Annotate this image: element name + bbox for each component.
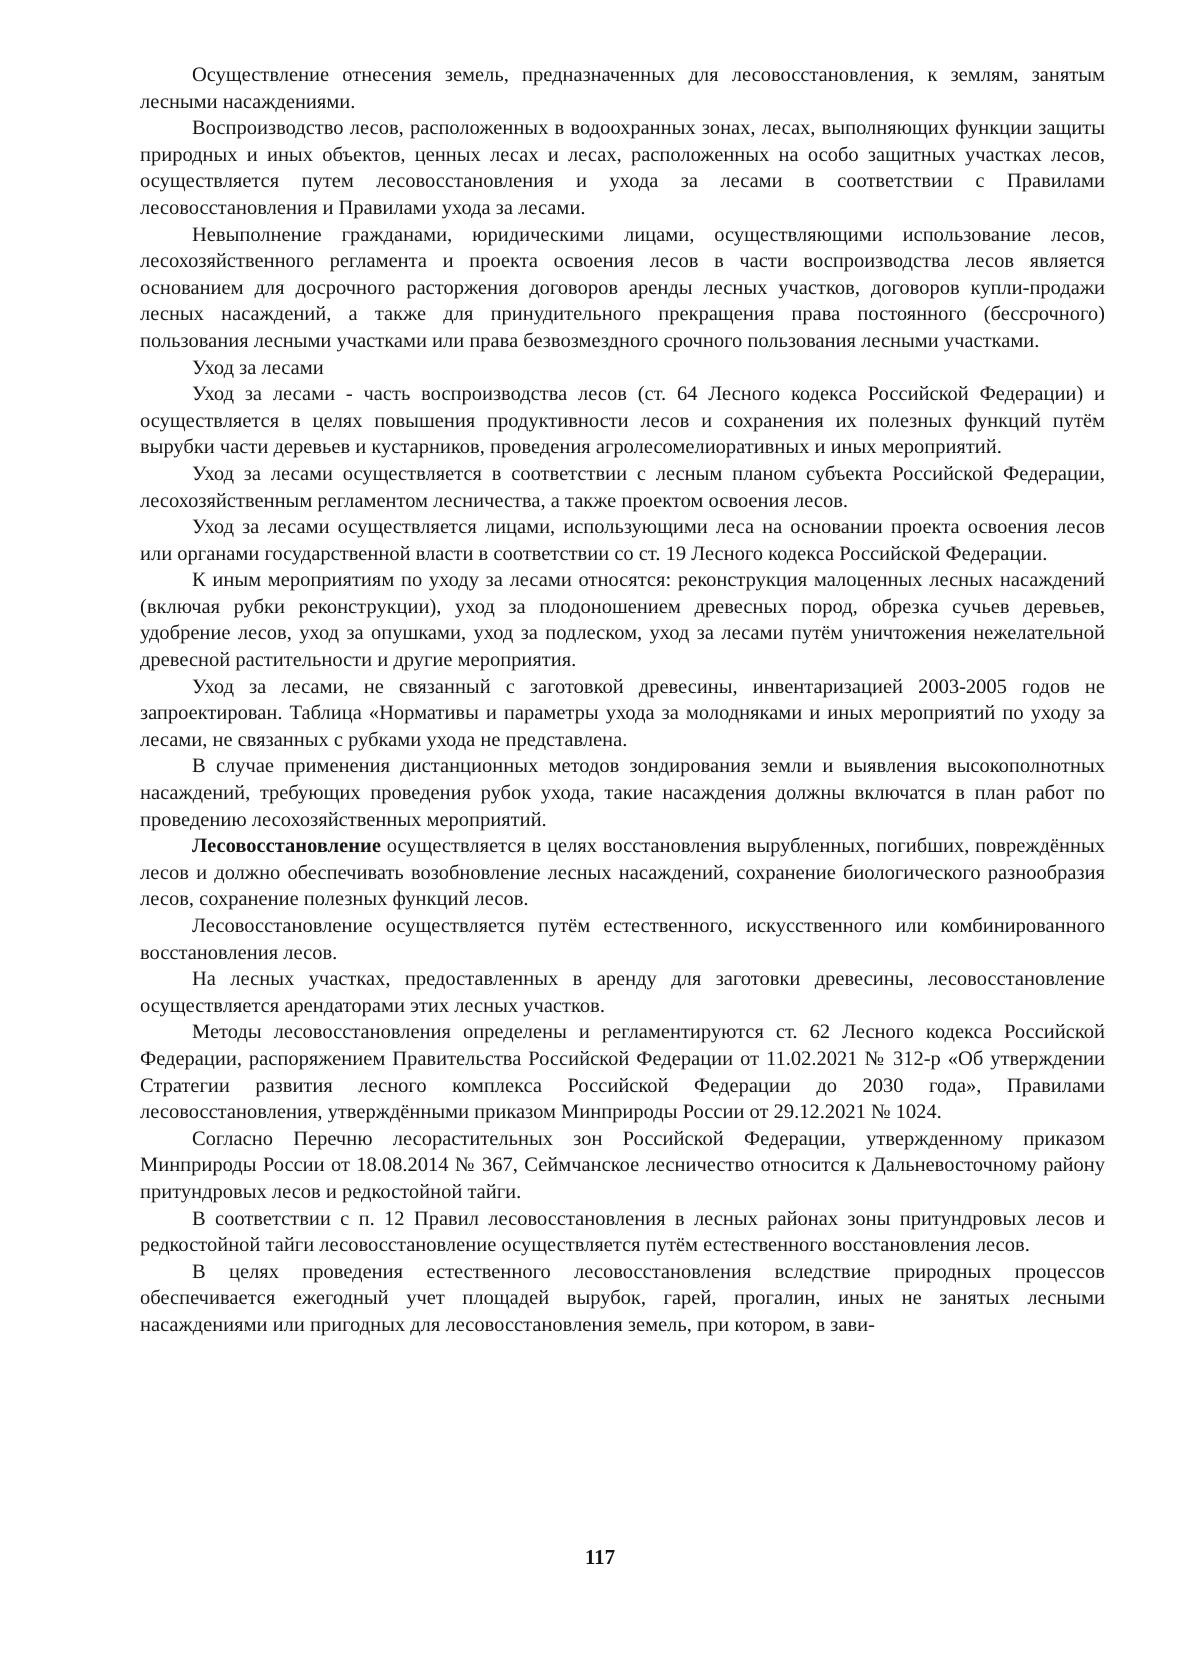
paragraph: В соответствии с п. 12 Правил лесовосстановления в лесных районах зоны притундровых лесов и редкостойной тайги лесовосстановление осуществляется путём естественного восстановления лесов. <box>140 1207 1105 1257</box>
paragraph: На лесных участках, предоставленных в аренду для заготовки древесины, лесовосстановление осуществляется арендаторами этих лесных участков. <box>140 968 1105 1017</box>
paragraph: Уход за лесами осуществляется в соответствии с лесным планом субъекта Российской Федерации, лесохозяйственным регламентом лесничества, а также проектом освоения лесов. <box>140 462 1105 512</box>
paragraph: Воспроизводство лесов, расположенных в водоохранных зонах, лесах, выполняющих функции защиты природных и иных объектов, ценных лесах и лесах, расположенных на особо защитных участках лесов, осуществляется путем лесовосстановления и ухода за лесами в соответствии с Правилами лесовосстановления и Правилами ухода за лесами. <box>140 117 1105 219</box>
paragraph: Невыполнение гражданами, юридическими лицами, осуществляющими использование лесов, лесохозяйственного регламента и проекта освоения лесов в части воспроизводства лесов является основанием для досрочного расторжения договоров аренды лесных участков, договоров купли-продажи лесных насаждений, а также для принудительного прекращения права постоянного (бессрочного) пользования лесными участками или права безвозмездного срочного пользования лесными участками. <box>140 223 1105 352</box>
paragraph: Осуществление отнесения земель, предназначенных для лесовосстановления, к землям, занятым лесными насаждениями. <box>140 64 1105 113</box>
document-page <box>140 62 1105 1339</box>
paragraph: Уход за лесами, не связанный с заготовкой древесины, инвентаризацией 2003-2005 годов не запроектирован. Таблица «Нормативы и параметры ухода за молодняками и иных мероприятий по уходу за лесами, не связанных с рубками ухода не представлена. <box>140 675 1105 751</box>
paragraph: К иным мероприятиям по уходу за лесами относятся: реконструкция малоценных лесных насаждений (включая рубки реконструкции), уход за плодоношением древесных пород, обрезка сучьев деревьев, удобрение лесов, уход за опушками, уход за подлеском, уход за лесами путём уничтожения нежелательной древесной растительности и другие мероприятия. <box>140 569 1105 672</box>
paragraph: В целях проведения естественного лесовосстановления вследствие природных процессов обеспечивается ежегодный учет площадей вырубок, гарей, прогалин, иных не занятых лесными насаждениями или пригодных для лесовосстановления земель, при котором, в зави- <box>140 1260 1105 1336</box>
paragraph: Уход за лесами осуществляется лицами, использующими леса на основании проекта освоения лесов или органами государственной власти в соответствии со ст. 19 Лесного кодекса Российской Федерации. <box>140 516 1105 565</box>
paragraph: В случае применения дистанционных методов зондирования земли и выявления высокополнотных насаждений, требующих проведения рубок ухода, такие насаждения должны включатся в план работ по проведению лесохозяйственных мероприятий. <box>140 755 1105 831</box>
bold-term: Лесовосстановление <box>192 835 381 858</box>
paragraph: Методы лесовосстановления определены и регламентируются ст. 62 Лесного кодекса Российской Федерации, распоряжением Правительства Российской Федерации от 11.02.2021 № 312-р «Об утверждении Стратегии развития лесного комплекса Российской Федерации до 2030 года», Правилами лесовосстановления, утверждёнными приказом Минприроды России от 29.12.2021 № 1024. <box>140 1021 1105 1124</box>
paragraph-bold-lead <box>140 833 1105 913</box>
paragraph: Согласно Перечню лесорастительных зон Российской Федерации, утвержденному приказом Минприроды России от 18.08.2014 № 367, Сеймчанское лесничество относится к Дальневосточному району притундровых лесов и редкостойной тайги. <box>140 1127 1105 1203</box>
paragraph-text: осуществляется в целях восстановления вырубленных, погибших, повреждённых лесов и должно обеспечивать возобновление лесных насаждений, сохранение биологического разнообразия лесов, сохранение полезных функций лесов. <box>140 835 1105 911</box>
paragraph: Лесовосстановление осуществляется путём естественного, искусственного или комбинированного восстановления лесов. <box>140 915 1105 964</box>
section-heading: Уход за лесами <box>192 356 324 379</box>
paragraph: Уход за лесами - часть воспроизводства лесов (ст. 64 Лесного кодекса Российской Федерации) и осуществляется в целях повышения продуктивности лесов и сохранения их полезных функций путём вырубки части деревьев и кустарников, проведения агролесомелиоративных и иных мероприятий. <box>140 383 1105 459</box>
page-number: 117 <box>584 1545 616 1569</box>
